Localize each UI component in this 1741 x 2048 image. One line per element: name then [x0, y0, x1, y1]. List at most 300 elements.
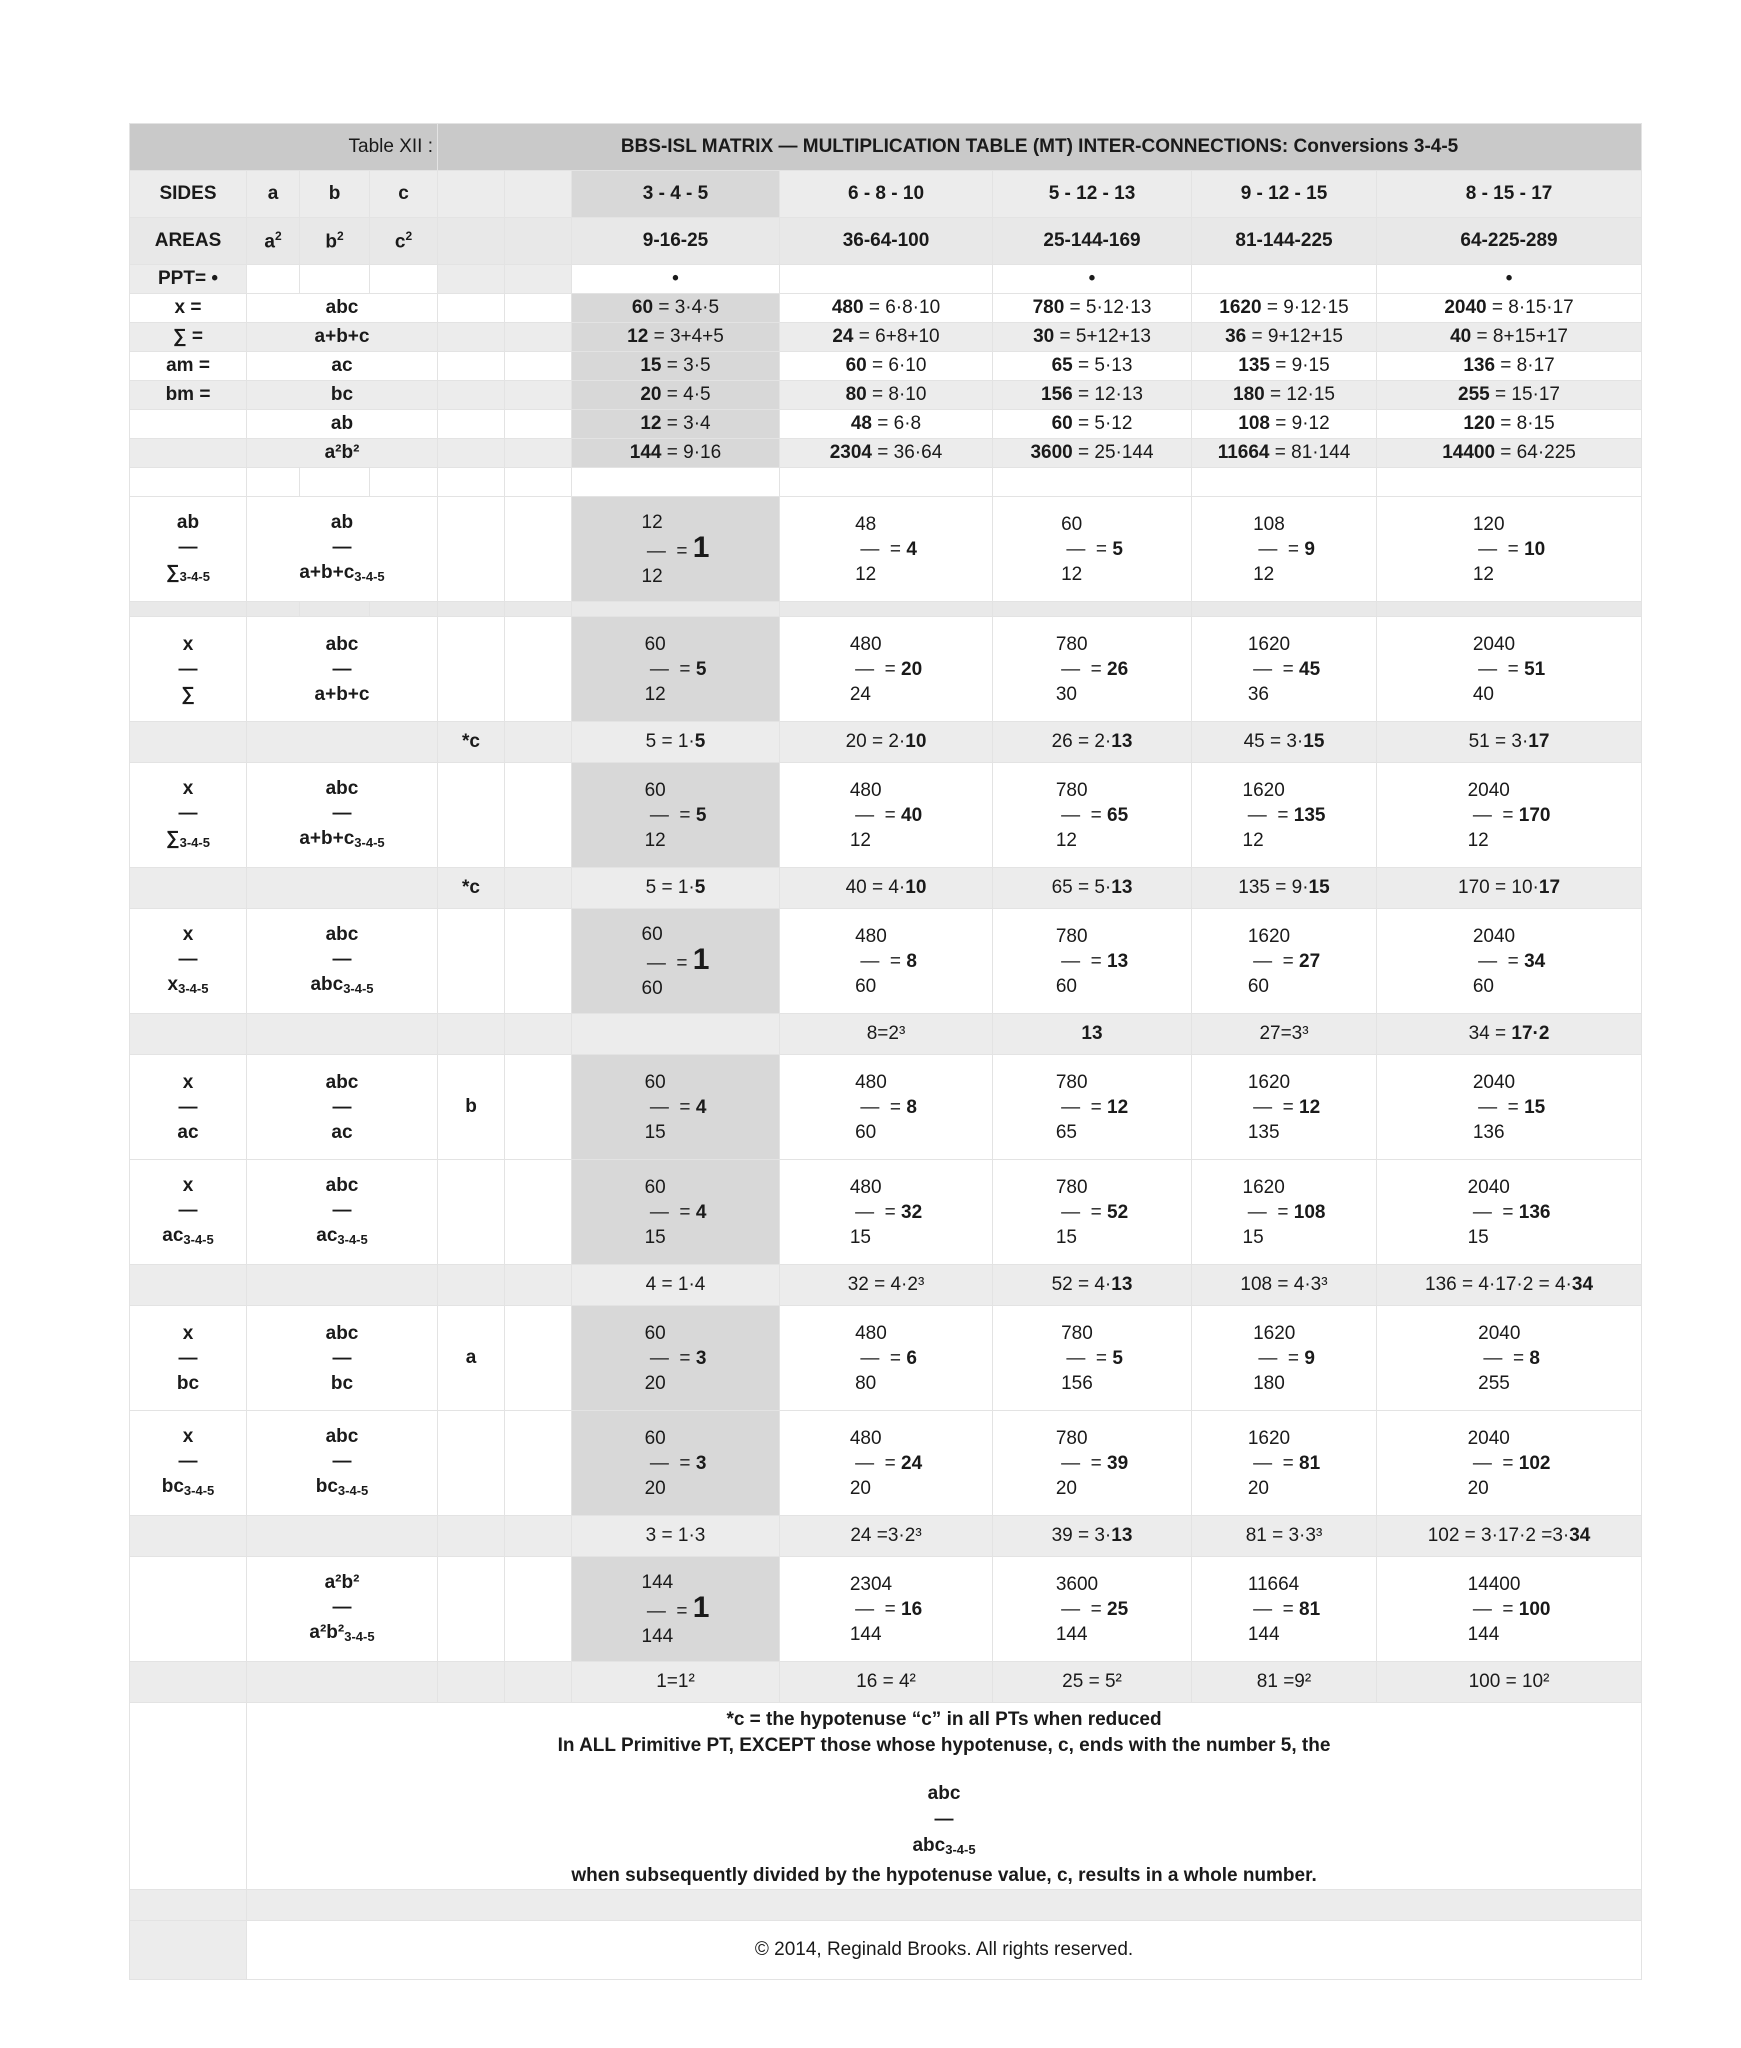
value-cell — [1377, 439, 1642, 468]
fraction-denominator: $ac_{3-4-5}$ — [316, 1224, 368, 1247]
value-expression: = 12·13 — [1072, 384, 1143, 405]
value-expression: = 5·12·13 — [1064, 297, 1152, 318]
reduction-cell — [1192, 1014, 1377, 1055]
fraction-denominator: $bc_{3-4-5}$ — [315, 1475, 369, 1498]
fraction-result — [1253, 1346, 1315, 1371]
section-mid-label — [438, 1557, 505, 1662]
areas-row — [130, 218, 1642, 265]
fraction-numerator: abc — [325, 1425, 359, 1447]
fraction-cell — [993, 909, 1192, 1014]
fraction-cell — [993, 497, 1192, 602]
fraction-result — [645, 1200, 707, 1225]
fraction-bar: — — [178, 658, 198, 680]
fraction-bar: — = — [1247, 1598, 1300, 1620]
fraction-bar: — = — [1055, 950, 1108, 972]
reduction-cell — [993, 868, 1192, 909]
value-number: 3600 — [1030, 442, 1073, 463]
fraction-cell — [572, 1306, 780, 1411]
fraction-cell — [1377, 617, 1642, 722]
reduction-highlight: 17·2 — [1511, 1023, 1550, 1044]
fraction-result — [1473, 537, 1545, 562]
fraction-quotient: 20 — [901, 658, 923, 680]
reduction-cell — [1192, 722, 1377, 763]
value-expression: = 9·15 — [1270, 355, 1330, 376]
reduction-highlight: 10 — [905, 877, 927, 898]
fraction-denominator: 156 — [1061, 1372, 1093, 1394]
value-number: 135 — [1238, 355, 1270, 376]
value-number: 36 — [1225, 326, 1247, 347]
fraction-result — [645, 803, 707, 828]
fraction-numerator: 780 — [1055, 633, 1088, 655]
fraction-numerator: x — [182, 1322, 194, 1344]
reduction-cell — [1377, 1014, 1642, 1055]
reduction-highlight: 13 — [1081, 1023, 1103, 1044]
fraction-result — [850, 1597, 922, 1622]
fraction-quotient: 4 — [906, 538, 917, 560]
fraction-cell — [780, 497, 993, 602]
value-cell — [993, 294, 1192, 323]
reduction-cell — [1377, 868, 1642, 909]
fraction-numerator: 2040 — [1467, 1427, 1510, 1449]
fraction-result — [855, 949, 917, 974]
fraction-quotient: 5 — [1112, 1347, 1123, 1369]
reduction-cell — [1377, 1265, 1642, 1306]
fraction-denominator: 12 — [849, 829, 871, 851]
section-formula — [247, 909, 438, 1014]
value-cell — [780, 323, 993, 352]
fraction-denominator: $a+b+c_{3-4-5}$ — [299, 561, 385, 584]
fraction-result — [1056, 949, 1128, 974]
fraction-cell — [780, 909, 993, 1014]
fraction-numerator: a²b² — [324, 1571, 360, 1593]
copyright-row — [130, 1921, 1642, 1980]
fraction-numerator: 144 — [641, 1571, 674, 1593]
value-expression: = 64·225 — [1495, 442, 1576, 463]
value-number: 136 — [1463, 355, 1496, 376]
fraction-numerator: 780 — [1055, 925, 1088, 947]
reduction-cell — [780, 1014, 993, 1055]
fraction-row — [130, 1306, 1642, 1411]
value-number: 80 — [845, 384, 867, 405]
triple-5: 8 - 15 - 17 — [1377, 171, 1642, 218]
value-number: 120 — [1463, 413, 1496, 434]
fraction-denominator: 144 — [849, 1623, 882, 1645]
value-cell — [1377, 294, 1642, 323]
fraction-bar: — — [178, 1450, 198, 1472]
fraction-result — [1253, 537, 1315, 562]
reduction-row — [130, 1265, 1642, 1306]
section-label — [130, 1160, 247, 1265]
fraction-bar: — — [332, 1199, 352, 1221]
fraction-numerator: 2040 — [1467, 1176, 1510, 1198]
fraction-result — [1248, 1095, 1320, 1120]
section-label — [130, 763, 247, 868]
fraction-quotient: 108 — [1293, 1201, 1326, 1223]
reduction-expression: 52 = 4· — [1051, 1274, 1112, 1295]
fraction-numerator: 1620 — [1242, 779, 1285, 801]
area-1: 9-16-25 — [572, 218, 780, 265]
reduction-row — [130, 1516, 1642, 1557]
fraction-row — [130, 497, 1642, 602]
fraction-denominator: ∑ — [181, 683, 195, 705]
fraction-result — [1473, 1095, 1545, 1120]
reduction-highlight: 13 — [1111, 877, 1133, 898]
fraction-quotient: 8 — [1529, 1347, 1540, 1369]
fraction-cell — [993, 1160, 1192, 1265]
fraction-quotient: 3 — [695, 1347, 707, 1369]
fraction-result — [850, 803, 922, 828]
fraction-quotient: 135 — [1293, 804, 1326, 826]
reduction-cell — [1192, 868, 1377, 909]
fraction-denominator: 20 — [644, 1477, 666, 1499]
value-expression: = 8+15+17 — [1471, 326, 1568, 347]
fraction-quotient: 16 — [901, 1598, 923, 1620]
fraction-numerator: 1620 — [1247, 925, 1291, 947]
value-expression: = 6·8·10 — [863, 297, 941, 318]
fraction-numerator: 12 — [641, 511, 663, 533]
row-label — [130, 439, 247, 468]
fraction-bar: — = — [644, 1096, 696, 1118]
reduction-expression: 170 = 10· — [1458, 877, 1539, 898]
fraction-result — [850, 1451, 922, 1476]
value-expression: = 9·16 — [661, 442, 722, 463]
fraction-result — [641, 942, 710, 976]
col-b-squared: $b^2$ — [300, 218, 370, 265]
fraction-quotient: 25 — [1107, 1598, 1129, 1620]
sides-row — [130, 171, 1642, 218]
reduction-cell — [1377, 1662, 1642, 1703]
fraction-cell — [572, 497, 780, 602]
value-number: 20 — [640, 384, 662, 405]
reduction-highlight: 5 — [694, 731, 706, 752]
fraction-cell — [1192, 617, 1377, 722]
fraction-denominator: $bc_{3-4-5}$ — [161, 1475, 215, 1498]
area-3: 25-144-169 — [993, 218, 1192, 265]
section-mid-label — [438, 763, 505, 868]
fraction-bar: — = — [1253, 538, 1305, 560]
fraction-result — [855, 537, 917, 562]
reduction-cell — [993, 1014, 1192, 1055]
value-expression: = 3+4+5 — [648, 326, 724, 347]
fraction-result — [1056, 1451, 1128, 1476]
fraction-numerator: 120 — [1472, 513, 1505, 535]
fraction-numerator: x — [182, 1071, 194, 1093]
fraction-bar: — = — [1247, 950, 1300, 972]
reduction-expression: 5 = 1· — [645, 731, 695, 752]
value-number: 108 — [1238, 413, 1270, 434]
fraction-cell — [1192, 1411, 1377, 1516]
value-number: 156 — [1041, 384, 1073, 405]
reduction-expression: 4 = 1·4 — [645, 1274, 706, 1295]
fraction-denominator: 20 — [1055, 1477, 1077, 1499]
fraction-denominator: 255 — [1478, 1372, 1510, 1394]
section-label — [130, 617, 247, 722]
fraction-denominator: 12 — [644, 829, 666, 851]
fraction-cell — [1377, 909, 1642, 1014]
value-cell — [993, 323, 1192, 352]
value-expression: = 5+12+13 — [1054, 326, 1151, 347]
reduction-cell — [572, 1516, 780, 1557]
value-cell — [993, 410, 1192, 439]
note-row — [130, 1703, 1642, 1890]
fraction-numerator: 2040 — [1478, 1322, 1521, 1344]
reduction-expression: 108 = 4·3³ — [1240, 1274, 1328, 1295]
fraction-quotient: 8 — [906, 1096, 917, 1118]
value-cell — [1192, 439, 1377, 468]
value-number: 14400 — [1442, 442, 1496, 463]
fraction-bar: — = — [644, 1347, 696, 1369]
fraction-denominator: 20 — [849, 1477, 871, 1499]
fraction-result — [645, 657, 707, 682]
row-formula: a²b² — [247, 439, 438, 468]
reduction-cell — [780, 868, 993, 909]
fraction-bar: — = — [644, 1201, 696, 1223]
fraction-result — [1248, 1597, 1320, 1622]
value-number: 2040 — [1444, 297, 1487, 318]
value-expression: = 8·15 — [1495, 413, 1555, 434]
fraction-denominator: 60 — [1055, 975, 1077, 997]
fraction-denominator: 30 — [1055, 683, 1077, 705]
value-number: 15 — [640, 355, 662, 376]
fraction-denominator: 40 — [1472, 683, 1494, 705]
fraction-bar: — = — [1472, 538, 1525, 560]
fraction-quotient: 136 — [1518, 1201, 1551, 1223]
fraction-denominator: 65 — [1055, 1121, 1077, 1143]
fraction-quotient: 81 — [1299, 1598, 1321, 1620]
ppt-row — [130, 265, 1642, 294]
fraction-quotient: 8 — [906, 950, 917, 972]
section-mid-label — [438, 1160, 505, 1265]
fraction-cell — [780, 1306, 993, 1411]
value-number: 11664 — [1217, 442, 1270, 463]
section-mid-label — [438, 497, 505, 602]
section-mid-label — [438, 1411, 505, 1516]
reduction-expression: 40 = 4· — [845, 877, 906, 898]
fraction-denominator: 60 — [1472, 975, 1494, 997]
reduction-expression: 81 =9² — [1256, 1671, 1312, 1692]
value-number: 144 — [629, 442, 662, 463]
fraction-row — [130, 763, 1642, 868]
fraction-bar: — = — [1472, 1096, 1525, 1118]
reduction-expression: 5 = 1· — [645, 877, 695, 898]
reduction-expression: 1=1² — [656, 1671, 695, 1692]
section-mid-label — [438, 909, 505, 1014]
fraction-denominator: $\sum_{3-4-5}$ — [166, 827, 210, 850]
fraction-result — [1243, 1200, 1326, 1225]
fraction-bar: — = — [1478, 1347, 1530, 1369]
fraction-cell — [993, 1306, 1192, 1411]
fraction-bar: — — [178, 948, 198, 970]
fraction-numerator: 60 — [644, 1176, 666, 1198]
fraction-bar: — — [332, 658, 352, 680]
fraction-quotient: 5 — [695, 804, 707, 826]
reduction-label — [438, 1014, 505, 1055]
table-label: Table XII : — [130, 124, 438, 171]
fraction-bar: — = — [855, 538, 907, 560]
fraction-quotient: 9 — [1304, 1347, 1315, 1369]
fraction-bar: — = — [855, 950, 907, 972]
fraction-bar: — — [178, 802, 198, 824]
fraction-numerator: 48 — [855, 513, 877, 535]
fraction-bar: — = — [641, 1600, 693, 1622]
fraction-quotient: 5 — [1112, 538, 1123, 560]
fraction-denominator: 60 — [641, 977, 663, 999]
reduction-expression: 20 = 2· — [845, 731, 906, 752]
fraction-numerator: abc — [325, 633, 359, 655]
ppt-mark-5: • — [1377, 265, 1642, 294]
fraction-denominator: $a^2b^2_{3-4-5}$ — [309, 1621, 375, 1644]
fraction-quotient: 4 — [695, 1201, 707, 1223]
fraction-bar: — = — [849, 1598, 902, 1620]
fraction-bar: — = — [1055, 1096, 1108, 1118]
value-cell — [1377, 323, 1642, 352]
fraction-bar: — — [332, 1596, 352, 1618]
fraction-result — [850, 1200, 922, 1225]
fraction-cell — [780, 1160, 993, 1265]
fraction-numerator: abc — [325, 777, 359, 799]
reduction-cell — [572, 868, 780, 909]
fraction-denominator: 15 — [1242, 1226, 1264, 1248]
value-expression: = 5·13 — [1072, 355, 1133, 376]
copyright: © 2014, Reginald Brooks. All rights reserved. — [247, 1921, 1642, 1980]
fraction-cell — [1192, 1055, 1377, 1160]
areas-label: AREAS — [130, 218, 247, 265]
fraction-denominator: ac — [331, 1121, 353, 1143]
value-cell — [572, 439, 780, 468]
fraction-row — [130, 1160, 1642, 1265]
fraction-bar: — = — [644, 1452, 696, 1474]
reduction-cell — [993, 1516, 1192, 1557]
col-a-squared: $a^2$ — [247, 218, 300, 265]
fraction-cell — [1192, 1160, 1377, 1265]
fraction-result — [1243, 803, 1326, 828]
title-row — [130, 124, 1642, 171]
fraction-numerator: 480 — [855, 1322, 887, 1344]
fraction-result — [1056, 1200, 1128, 1225]
fraction-result — [1056, 1597, 1128, 1622]
fraction-cell — [993, 1411, 1192, 1516]
fraction-result — [1056, 657, 1128, 682]
fraction-quotient: 39 — [1107, 1452, 1129, 1474]
reduction-cell — [572, 1265, 780, 1306]
fraction-bar: — = — [1467, 1598, 1519, 1620]
reduction-expression: 3 = 1·3 — [645, 1525, 706, 1546]
fraction-result — [1468, 1200, 1551, 1225]
fraction-quotient: 1 — [692, 1590, 710, 1624]
value-cell — [780, 410, 993, 439]
fraction-quotient: 65 — [1107, 804, 1129, 826]
fraction-result — [1056, 803, 1128, 828]
note-fraction-top: abc — [927, 1783, 961, 1804]
fraction-cell — [993, 763, 1192, 868]
fraction-numerator: 780 — [1055, 1176, 1088, 1198]
fraction-bar: — = — [1467, 1201, 1519, 1223]
value-expression: = 3·4 — [661, 413, 711, 434]
value-number: 48 — [850, 413, 872, 434]
fraction-denominator: 60 — [855, 975, 877, 997]
value-cell — [993, 352, 1192, 381]
value-cell — [572, 352, 780, 381]
value-number: 480 — [831, 297, 864, 318]
fraction-bar: — = — [1055, 804, 1108, 826]
fraction-quotient: 81 — [1299, 1452, 1321, 1474]
fraction-cell — [1192, 497, 1377, 602]
fraction-numerator: ab — [176, 511, 200, 533]
reduction-expression: 27=3³ — [1259, 1023, 1309, 1044]
fraction-result — [1473, 949, 1545, 974]
fraction-result — [1056, 1095, 1128, 1120]
fraction-denominator: 144 — [1055, 1623, 1088, 1645]
fraction-denominator: $ac_{3-4-5}$ — [162, 1224, 214, 1247]
fraction-denominator: 15 — [1467, 1226, 1489, 1248]
fraction-bar: — = — [1467, 804, 1519, 826]
fraction-cell — [1377, 1306, 1642, 1411]
data-row — [130, 410, 1642, 439]
fraction-numerator: 480 — [849, 633, 882, 655]
fraction-cell — [993, 1055, 1192, 1160]
reduction-expression: 24 =3·2³ — [850, 1525, 922, 1546]
value-cell — [1192, 410, 1377, 439]
triple-2: 6 - 8 - 10 — [780, 171, 993, 218]
value-number: 30 — [1033, 326, 1055, 347]
fraction-numerator: 2040 — [1472, 925, 1516, 947]
ppt-label: PPT= • — [130, 265, 247, 294]
value-expression: = 6·10 — [866, 355, 927, 376]
section-formula — [247, 1055, 438, 1160]
fraction-result — [1473, 657, 1545, 682]
fraction-denominator: 144 — [641, 1625, 674, 1647]
fraction-quotient: 102 — [1518, 1452, 1551, 1474]
fraction-denominator: 15 — [1055, 1226, 1077, 1248]
value-cell — [780, 381, 993, 410]
value-expression: = 6·8 — [872, 413, 922, 434]
section-label — [130, 1306, 247, 1411]
reduction-expression: 81 = 3·3³ — [1245, 1525, 1323, 1546]
value-number: 65 — [1051, 355, 1073, 376]
fraction-cell — [780, 1055, 993, 1160]
row-label: bm = — [130, 381, 247, 410]
fraction-denominator: 12 — [1467, 829, 1489, 851]
fraction-bar: — = — [1472, 950, 1525, 972]
fraction-cell — [780, 617, 993, 722]
reduction-cell — [780, 722, 993, 763]
fraction-denominator: 180 — [1253, 1372, 1285, 1394]
fraction-denominator: 36 — [1247, 683, 1269, 705]
fraction-numerator: 60 — [644, 633, 666, 655]
reduction-expression: 136 = 4·17·2 = 4· — [1425, 1274, 1572, 1295]
fraction-numerator: 2304 — [849, 1573, 893, 1595]
fraction-bar: — = — [644, 804, 696, 826]
fraction-quotient: 40 — [901, 804, 923, 826]
fraction-numerator: abc — [325, 1071, 359, 1093]
value-number: 60 — [845, 355, 867, 376]
data-row — [130, 294, 1642, 323]
fraction-numerator: 60 — [644, 1322, 666, 1344]
fraction-result — [1468, 1597, 1551, 1622]
area-5: 64-225-289 — [1377, 218, 1642, 265]
reduction-label — [438, 1516, 505, 1557]
fraction-cell — [1377, 1411, 1642, 1516]
fraction-result — [645, 1451, 707, 1476]
fraction-quotient: 1 — [692, 942, 710, 976]
value-cell — [993, 439, 1192, 468]
fraction-bar: — = — [1247, 1096, 1300, 1118]
fraction-cell — [572, 763, 780, 868]
reduction-cell — [780, 1265, 993, 1306]
fraction-numerator: 1620 — [1247, 633, 1291, 655]
fraction-cell — [572, 1160, 780, 1265]
value-expression: = 8·10 — [866, 384, 927, 405]
